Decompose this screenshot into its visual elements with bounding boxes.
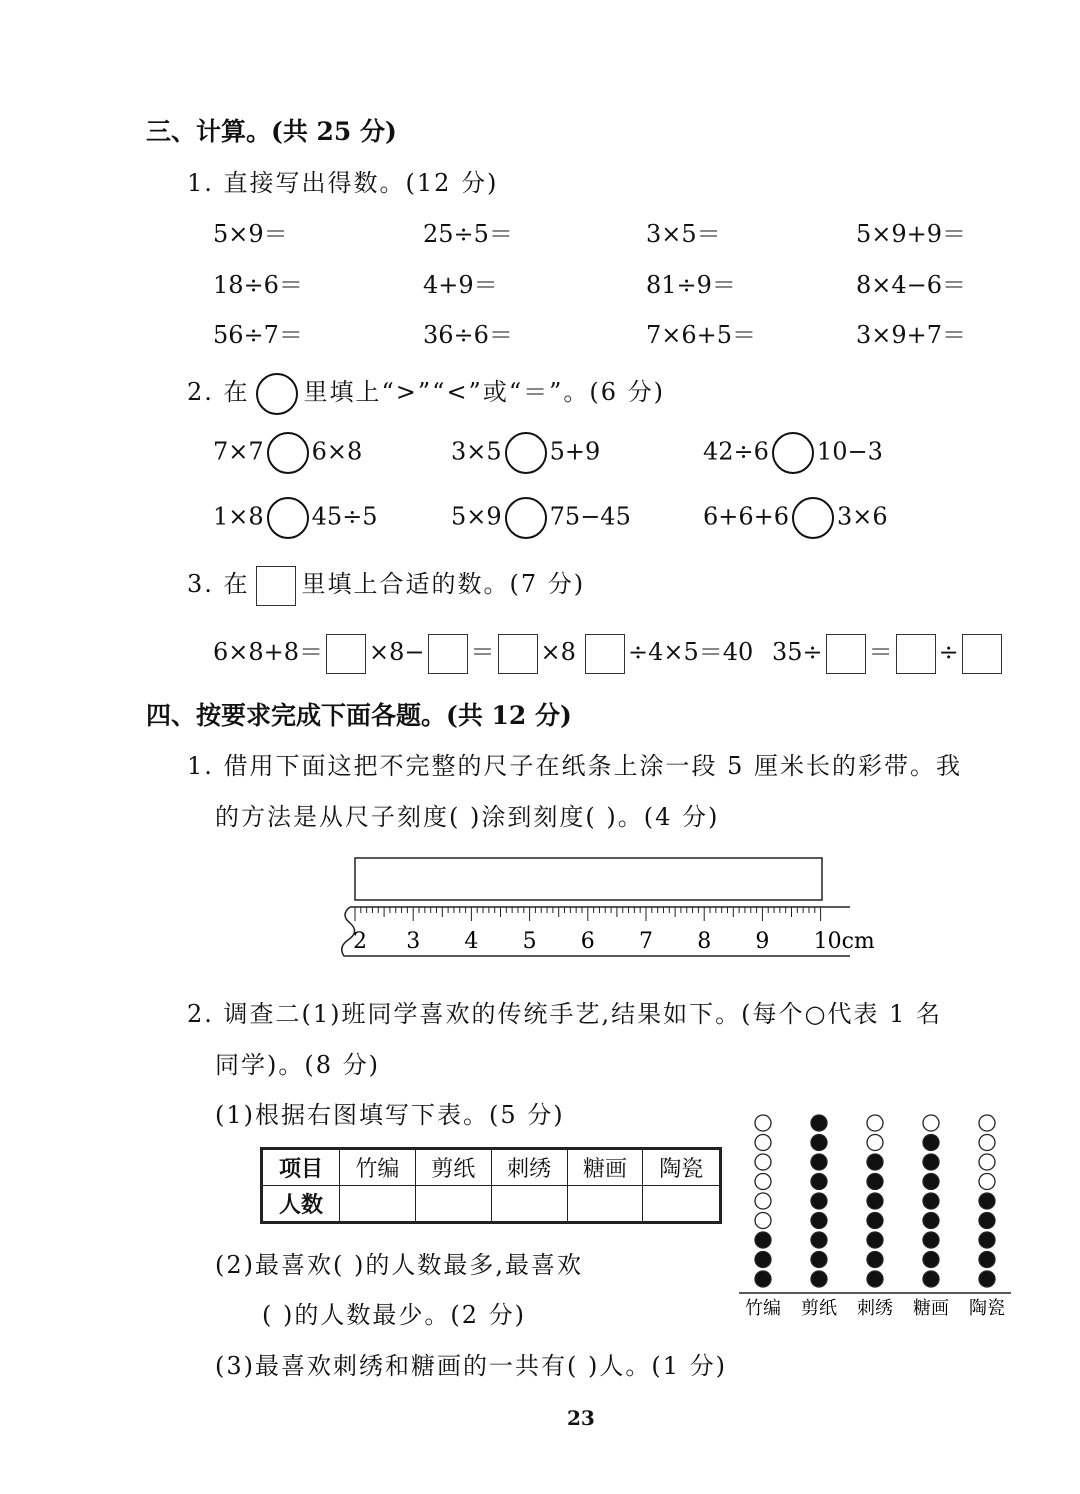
q1-equation: 4+9＝ xyxy=(423,271,498,299)
ruler-label: 5 xyxy=(522,929,537,954)
q1-equation: 7×6+5＝ xyxy=(646,321,757,349)
pictograph-chart xyxy=(735,1090,1015,1330)
q3-title-post: 里填上合适的数。(7 分) xyxy=(301,570,586,598)
q2-left-expr: 7×7 xyxy=(213,437,264,466)
pictograph-empty-circle xyxy=(867,1115,883,1131)
pictograph-filled-circle xyxy=(811,1232,827,1248)
q2-right-expr: 45÷5 xyxy=(311,502,378,531)
q1-equation: 56÷7＝ xyxy=(213,321,303,349)
pictograph-category-label: 刺绣 xyxy=(857,1298,893,1319)
q3-equation-3 xyxy=(772,632,1005,674)
table-category-cell: 剪纸 xyxy=(415,1149,491,1186)
q3-eq1-part-d: ×8 xyxy=(540,638,576,666)
pictograph-filled-circle xyxy=(811,1252,827,1268)
pictograph-filled-circle xyxy=(867,1232,883,1248)
pictograph-filled-circle xyxy=(923,1135,939,1151)
compare-circle[interactable] xyxy=(267,497,309,539)
pictograph-filled-circle xyxy=(811,1115,827,1131)
answer-box[interactable] xyxy=(826,634,866,674)
section3-title: 三、计算。(共 25 分) xyxy=(146,117,397,146)
q2-comparison xyxy=(213,432,362,474)
q2-left-expr: 5×9 xyxy=(451,502,502,531)
ruler-figure xyxy=(330,850,875,965)
pictograph-empty-circle xyxy=(923,1115,939,1131)
q2-right-expr: 75−45 xyxy=(549,502,631,531)
compare-circle[interactable] xyxy=(792,497,834,539)
pictograph-filled-circle xyxy=(923,1154,939,1170)
pictograph-filled-circle xyxy=(923,1252,939,1268)
q1-equation: 3×5＝ xyxy=(646,220,721,248)
q3-equation-1 xyxy=(213,632,576,674)
square-icon xyxy=(256,566,296,606)
q2-right-expr: 5+9 xyxy=(549,437,601,466)
pictograph-empty-circle xyxy=(979,1154,995,1170)
pictograph-filled-circle xyxy=(867,1193,883,1209)
s4q2-sub1: (1)根据右图填写下表。(5 分) xyxy=(215,1101,565,1129)
q2-comparison xyxy=(703,497,888,539)
pictograph-filled-circle xyxy=(923,1213,939,1229)
q1-equation: 18÷6＝ xyxy=(213,271,303,299)
ruler-label: 3 xyxy=(406,929,421,954)
q2-comparison xyxy=(451,432,600,474)
pictograph-filled-circle xyxy=(867,1174,883,1190)
ruler-label: 2 xyxy=(353,929,367,954)
q3-title-pre: 3. 在 xyxy=(187,570,250,598)
pictograph-filled-circle xyxy=(979,1232,995,1248)
q2-left-expr: 6+6+6 xyxy=(703,502,790,531)
q3-eq2-text: ÷4×5＝40 xyxy=(628,638,754,666)
s4q1-line2: 的方法是从尺子刻度( )涂到刻度( )。(4 分) xyxy=(215,803,720,831)
q2-right-expr: 10−3 xyxy=(816,437,883,466)
table-answer-cell[interactable] xyxy=(340,1186,416,1223)
s4q2-sub2b: ( )的人数最少。(2 分) xyxy=(262,1301,526,1329)
q3-eq3-part-c: ÷ xyxy=(938,638,959,666)
answer-box[interactable] xyxy=(498,634,538,674)
pictograph-filled-circle xyxy=(923,1193,939,1209)
pictograph-empty-circle xyxy=(755,1193,771,1209)
pictograph-filled-circle xyxy=(811,1174,827,1190)
ruler-ticks xyxy=(355,907,821,921)
pictograph-filled-circle xyxy=(811,1271,827,1287)
pictograph-empty-circle xyxy=(979,1115,995,1131)
answer-box[interactable] xyxy=(326,634,366,674)
pictograph-filled-circle xyxy=(867,1213,883,1229)
compare-circle[interactable] xyxy=(267,432,309,474)
compare-circle[interactable] xyxy=(505,432,547,474)
q3-eq1-part-a: 6×8+8＝ xyxy=(213,638,324,666)
table-answer-cell[interactable] xyxy=(491,1186,567,1223)
table-category-cell: 糖画 xyxy=(567,1149,643,1186)
q2-title-pre: 2. 在 xyxy=(187,378,250,406)
pictograph-empty-circle xyxy=(755,1174,771,1190)
q2-right-expr: 3×6 xyxy=(837,502,888,531)
answer-box[interactable] xyxy=(428,634,468,674)
pictograph-filled-circle xyxy=(811,1213,827,1229)
pictograph-empty-circle xyxy=(755,1213,771,1229)
ruler-label: 7 xyxy=(639,929,653,954)
pictograph-filled-circle xyxy=(979,1252,995,1268)
pictograph-empty-circle xyxy=(979,1174,995,1190)
table-answer-cell[interactable] xyxy=(643,1186,721,1223)
ruler-labels xyxy=(353,929,875,954)
paper-strip xyxy=(355,858,822,900)
q1-equation: 36÷6＝ xyxy=(423,321,513,349)
q3-eq1-part-c: ＝ xyxy=(470,638,495,666)
q1-equation: 81÷9＝ xyxy=(646,271,736,299)
table-category-cell: 竹编 xyxy=(340,1149,416,1186)
q2-comparison xyxy=(703,432,883,474)
pictograph-filled-circle xyxy=(811,1193,827,1209)
ruler-label: 10cm xyxy=(813,929,875,954)
pictograph-filled-circle xyxy=(923,1232,939,1248)
q2-comparison xyxy=(451,497,631,539)
section4-title: 四、按要求完成下面各题。(共 12 分) xyxy=(146,701,572,730)
pictograph-category-label: 竹编 xyxy=(745,1298,781,1319)
q1-equation: 25÷5＝ xyxy=(423,220,513,248)
compare-circle[interactable] xyxy=(505,497,547,539)
pictograph-category-label: 糖画 xyxy=(913,1298,949,1319)
ruler-label: 8 xyxy=(697,929,712,954)
pictograph-filled-circle xyxy=(923,1174,939,1190)
survey-table xyxy=(260,1147,722,1224)
pictograph-filled-circle xyxy=(979,1193,995,1209)
q1-equation: 5×9+9＝ xyxy=(856,220,967,248)
pictograph-filled-circle xyxy=(811,1135,827,1151)
table-row xyxy=(262,1149,721,1186)
s4q1-line1: 1. 借用下面这把不完整的尺子在纸条上涂一段 5 厘米长的彩带。我 xyxy=(187,752,963,780)
pictograph-empty-circle xyxy=(755,1135,771,1151)
pictograph-filled-circle xyxy=(755,1232,771,1248)
q3-eq1-part-b: ×8− xyxy=(369,638,425,666)
pictograph-filled-circle xyxy=(811,1154,827,1170)
pictograph-empty-circle xyxy=(755,1154,771,1170)
page-number: 23 xyxy=(567,1406,595,1430)
pictograph-circles xyxy=(755,1115,995,1287)
q3-equation-2 xyxy=(582,632,753,674)
s4q2-line1: 2. 调查二(1)班同学喜欢的传统手艺,结果如下。(每个○代表 1 名 xyxy=(187,1000,942,1028)
answer-box[interactable] xyxy=(585,634,625,674)
q3-eq3-part-b: ＝ xyxy=(868,638,893,666)
s4q2-line2: 同学)。(8 分) xyxy=(215,1051,380,1079)
pictograph-filled-circle xyxy=(867,1154,883,1170)
circle-icon xyxy=(256,373,298,415)
pictograph-filled-circle xyxy=(979,1271,995,1287)
answer-box[interactable] xyxy=(896,634,936,674)
pictograph-category-label: 剪纸 xyxy=(801,1298,837,1319)
s4q2-sub3: (3)最喜欢刺绣和糖画的一共有( )人。(1 分) xyxy=(215,1352,727,1380)
table-header-count: 人数 xyxy=(262,1186,340,1223)
table-row xyxy=(262,1186,721,1223)
q1-equation: 5×9＝ xyxy=(213,220,288,248)
q1-equation: 3×9+7＝ xyxy=(856,321,967,349)
pictograph-filled-circle xyxy=(979,1213,995,1229)
q3-title xyxy=(187,564,585,606)
table-category-cell: 陶瓷 xyxy=(643,1149,721,1186)
pictograph-filled-circle xyxy=(867,1252,883,1268)
s4q2-sub2a: (2)最喜欢( )的人数最多,最喜欢 xyxy=(215,1251,583,1279)
pictograph-labels xyxy=(745,1298,1005,1319)
ruler-label: 9 xyxy=(755,929,770,954)
pictograph-category-label: 陶瓷 xyxy=(969,1298,1005,1319)
ruler-label: 6 xyxy=(580,929,595,954)
q2-left-expr: 3×5 xyxy=(451,437,502,466)
q2-title-post: 里填上“>”“<”或“＝”。(6 分) xyxy=(303,378,665,406)
pictograph-empty-circle xyxy=(755,1115,771,1131)
table-answer-cell[interactable] xyxy=(567,1186,643,1223)
q2-right-expr: 6×8 xyxy=(311,437,363,466)
pictograph-filled-circle xyxy=(923,1271,939,1287)
q1-equation: 8×4−6＝ xyxy=(856,271,967,299)
pictograph-filled-circle xyxy=(755,1252,771,1268)
table-category-cell: 刺绣 xyxy=(491,1149,567,1186)
ruler-label: 4 xyxy=(464,929,479,954)
pictograph-filled-circle xyxy=(867,1271,883,1287)
table-header-item: 项目 xyxy=(262,1149,340,1186)
compare-circle[interactable] xyxy=(772,432,814,474)
pictograph-filled-circle xyxy=(755,1271,771,1287)
pictograph-empty-circle xyxy=(867,1135,883,1151)
q3-eq3-part-a: 35÷ xyxy=(772,638,823,666)
q1-title: 1. 直接写出得数。(12 分) xyxy=(187,169,499,197)
q2-comparison xyxy=(213,497,378,539)
q2-left-expr: 42÷6 xyxy=(703,437,769,466)
table-answer-cell[interactable] xyxy=(415,1186,491,1223)
q2-left-expr: 1×8 xyxy=(213,502,264,531)
answer-box[interactable] xyxy=(962,634,1002,674)
q2-title xyxy=(187,372,665,415)
pictograph-empty-circle xyxy=(979,1135,995,1151)
